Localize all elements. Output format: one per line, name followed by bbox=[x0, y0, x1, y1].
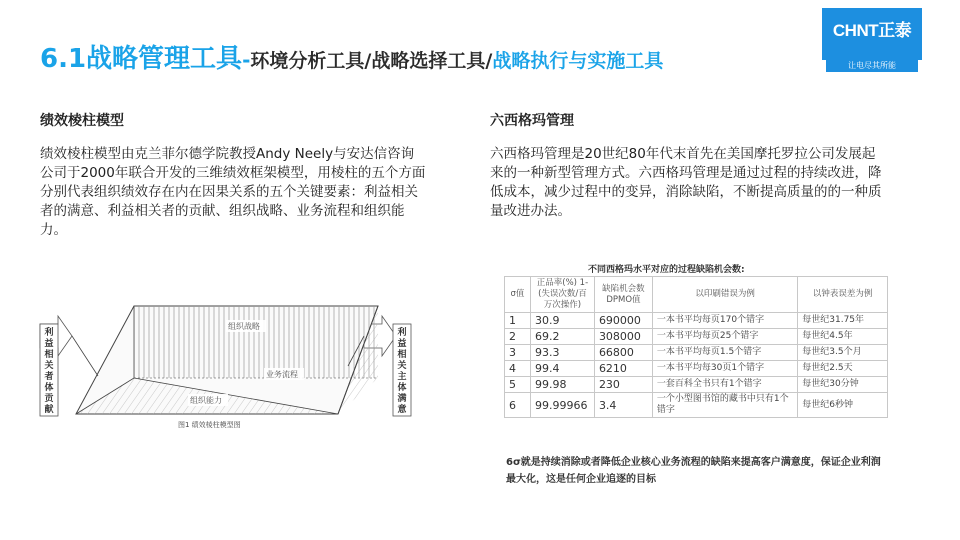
table-header-row bbox=[505, 277, 888, 313]
table-row bbox=[505, 393, 888, 418]
cell-clock: 每世纪2.5天 bbox=[798, 361, 888, 377]
title-sub-environment: 环境分析工具 bbox=[250, 50, 365, 72]
title-main: 6.1战略管理工具 bbox=[40, 44, 243, 74]
cell-print: 一本书平均每页25个错字 bbox=[652, 329, 797, 345]
cell-print: 一套百科全书只有1个错字 bbox=[652, 377, 797, 393]
table-row bbox=[505, 329, 888, 345]
cell-sigma: 2 bbox=[505, 329, 531, 345]
logo-brand: CHNT正泰 bbox=[832, 21, 912, 40]
chnt-logo bbox=[822, 8, 922, 74]
cell-yield: 99.98 bbox=[530, 377, 594, 393]
prism-heading: 绩效棱柱模型 bbox=[40, 113, 124, 129]
cell-yield: 30.9 bbox=[530, 313, 594, 329]
sixsigma-paragraph: 六西格玛管理是20世纪80年代末首先在美国摩托罗拉公司发展起来的一种新型管理方式。六西格玛管理是通过过程的持续改进，降低成本，减少过程中的变异，消除缺陷，不断提高质量的的一种质量改进办法。 bbox=[490, 146, 882, 219]
sigma-note: 6σ就是持续消除或者降低企业核心业务流程的缺陷来提高客户满意度，保证企业利润最大化，这是任何企业追逐的目标 bbox=[506, 457, 881, 485]
title-sub-choice: 战略选择工具 bbox=[371, 50, 486, 72]
logo-slogan: 让电尽其所能 bbox=[826, 60, 918, 72]
cell-dpmo: 230 bbox=[594, 377, 652, 393]
cell-sigma: 1 bbox=[505, 313, 531, 329]
cell-dpmo: 3.4 bbox=[594, 393, 652, 418]
cell-print: 一本书平均每页1.5个错字 bbox=[652, 345, 797, 361]
col-clock-example: 以钟表误差为例 bbox=[798, 277, 888, 313]
title-sub-execution: 战略执行与实施工具 bbox=[492, 50, 664, 72]
cell-clock: 每世纪31.75年 bbox=[798, 313, 888, 329]
title-slash-1: / bbox=[364, 50, 372, 72]
prism-paragraph: 绩效棱柱模型由克兰菲尔德学院教授Andy Neely与安达信咨询公司于2000年联合开发的三维绩效框架模型，用棱柱的五个方面分别代表组织绩效存在内在因果关系的五个关键要素：利益相关者的满意、利益相关者的贡献、组织战略、业务流程和组织能力。 bbox=[40, 146, 426, 238]
cell-print: 一本书平均每页170个错字 bbox=[652, 313, 797, 329]
cell-dpmo: 6210 bbox=[594, 361, 652, 377]
sigma-table-figure bbox=[500, 258, 892, 488]
prism-diagram bbox=[38, 296, 418, 436]
sixsigma-heading: 六西格玛管理 bbox=[490, 113, 574, 129]
table-row bbox=[505, 361, 888, 377]
cell-dpmo: 308000 bbox=[594, 329, 652, 345]
cell-clock: 每世纪3.5个月 bbox=[798, 345, 888, 361]
label-process: 业务流程 bbox=[266, 370, 298, 379]
cell-yield: 99.99966 bbox=[530, 393, 594, 418]
cell-dpmo: 690000 bbox=[594, 313, 652, 329]
sigma-table bbox=[504, 276, 888, 418]
cell-sigma: 5 bbox=[505, 377, 531, 393]
col-sigma: σ值 bbox=[505, 277, 531, 313]
arrow-label-satisfaction: 利益相关主体满意 bbox=[397, 328, 407, 415]
col-print-example: 以印刷错误为例 bbox=[652, 277, 797, 313]
cell-sigma: 4 bbox=[505, 361, 531, 377]
cell-sigma: 6 bbox=[505, 393, 531, 418]
table-row bbox=[505, 377, 888, 393]
logo-bar bbox=[822, 60, 922, 74]
sigma-table-title: 不同西格玛水平对应的过程缺陷机会数: bbox=[588, 265, 745, 275]
cell-yield: 69.2 bbox=[530, 329, 594, 345]
label-strategy: 组织战略 bbox=[228, 322, 260, 331]
title-slash-2: / bbox=[485, 50, 493, 72]
cell-yield: 99.4 bbox=[530, 361, 594, 377]
cell-clock: 每世纪6秒钟 bbox=[798, 393, 888, 418]
cell-print: 一个小型图书馆的藏书中只有1个错字 bbox=[652, 393, 797, 418]
prism-caption: 图1 绩效棱柱模型图 bbox=[178, 421, 241, 429]
col-dpmo: 缺陷机会数DPMO值 bbox=[594, 277, 652, 313]
arrow-label-contribution: 利益相关者体贡献 bbox=[44, 328, 54, 415]
cell-sigma: 3 bbox=[505, 345, 531, 361]
title-dash: - bbox=[242, 48, 251, 72]
table-row bbox=[505, 345, 888, 361]
cell-yield: 93.3 bbox=[530, 345, 594, 361]
slide-title bbox=[40, 38, 663, 75]
cell-print: 一本书平均每30页1个错字 bbox=[652, 361, 797, 377]
prism-figure bbox=[38, 296, 418, 436]
col-yield: 正品率(%) 1-(失误次数/百万次操作) bbox=[530, 277, 594, 313]
label-capability: 组织能力 bbox=[190, 396, 222, 405]
table-row bbox=[505, 313, 888, 329]
cell-clock: 每世纪4.5年 bbox=[798, 329, 888, 345]
cell-dpmo: 66800 bbox=[594, 345, 652, 361]
cell-clock: 每世纪30分钟 bbox=[798, 377, 888, 393]
